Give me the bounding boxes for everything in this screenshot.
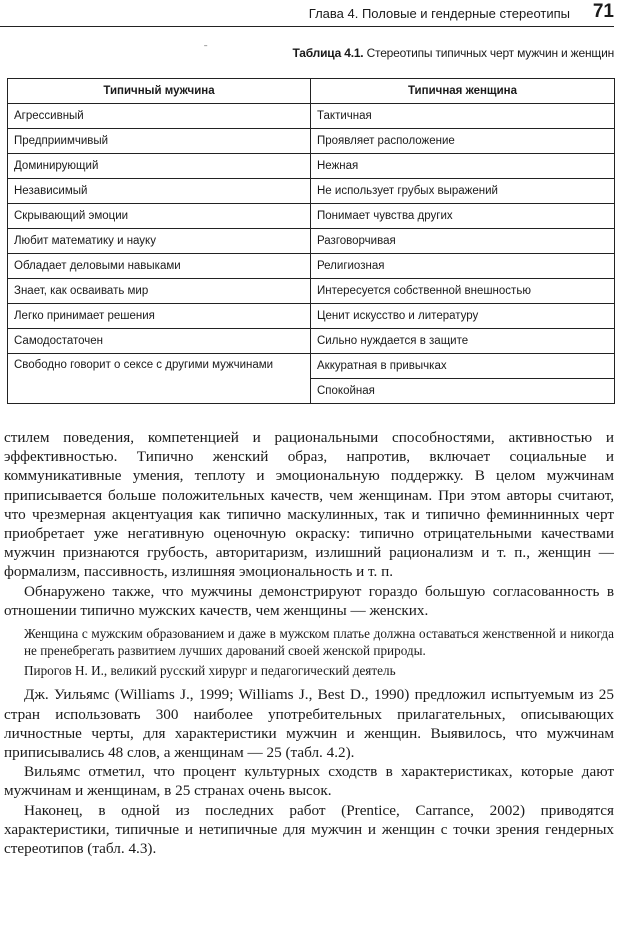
quote-author: Пирогов Н. И., великий русский хирург и педагогический деятель bbox=[24, 662, 396, 678]
column-header-male: Типичный мужчина bbox=[8, 79, 311, 104]
male-trait: Обладает деловыми навыками bbox=[8, 254, 311, 279]
male-trait: Доминирующий bbox=[8, 154, 311, 179]
male-trait: Предприимчивый bbox=[8, 129, 311, 154]
male-trait: Легко принимает решения bbox=[8, 304, 311, 329]
female-trait: Сильно нуждается в защите bbox=[311, 329, 615, 354]
paragraph: Дж. Уильямс (Williams J., 1999; Williams J., Best D., 1990) предложил испытуемым из 25 стран использовать 300 наиболее употребительных прилагательных, описывающих личностные черты, для характеристики мужчин и женщин. Выявилось, что мужчинам приписывались 48 слов, а женщинам — 25 (табл. 4.2). bbox=[4, 686, 614, 762]
page-number: 71 bbox=[592, 1, 614, 22]
paragraph: Вильямс отметил, что процент культурных сходств в характеристиках, которые дают мужчинам и женщинам, в 25 странах очень высок. bbox=[4, 763, 614, 800]
table-row bbox=[8, 179, 615, 204]
male-trait: Независимый bbox=[8, 179, 311, 204]
table-row bbox=[8, 229, 615, 254]
scan-mark: ˉ bbox=[204, 44, 208, 55]
female-trait: Нежная bbox=[311, 154, 615, 179]
male-trait: Свободно говорит о сексе с другими мужчинами bbox=[8, 354, 311, 404]
female-trait: Религиозная bbox=[311, 254, 615, 279]
female-trait: Проявляет расположение bbox=[311, 129, 615, 154]
table-row bbox=[8, 354, 615, 379]
female-trait: Аккуратная в привычках bbox=[311, 354, 615, 379]
table-row bbox=[8, 304, 615, 329]
male-trait: Агрессивный bbox=[8, 104, 311, 129]
running-header bbox=[0, 0, 614, 27]
female-trait: Тактичная bbox=[311, 104, 615, 129]
table-row bbox=[8, 279, 615, 304]
table-row bbox=[8, 154, 615, 179]
quote-text: Женщина с мужским образованием и даже в мужском платье должна оставаться женственной и никогда не пренебрегать развитием лучших дарований своей женской природы. bbox=[24, 626, 614, 658]
paragraph: Обнаружено также, что мужчины демонстрируют гораздо большую согласованность в отношении типично мужских качеств, чем женщины — женских. bbox=[4, 582, 614, 619]
epigraph-quote bbox=[24, 626, 614, 679]
body-text bbox=[4, 428, 614, 858]
female-trait: Интересуется собственной внешностью bbox=[311, 279, 615, 304]
table-caption bbox=[292, 46, 614, 60]
stereotypes-table bbox=[7, 78, 615, 404]
table-header-row bbox=[8, 79, 615, 104]
table-caption-title: Стереотипы типичных черт мужчин и женщин bbox=[366, 46, 614, 60]
table-caption-label: Таблица 4.1. bbox=[292, 46, 364, 60]
female-trait: Ценит искусство и литературу bbox=[311, 304, 615, 329]
female-trait: Разговорчивая bbox=[311, 229, 615, 254]
male-trait: Любит математику и науку bbox=[8, 229, 311, 254]
paragraph: Наконец, в одной из последних работ (Prentice, Carrance, 2002) приводятся характеристики, типичные и нетипичные для мужчин и женщин с точки зрения гендерных стереотипов (табл. 4.3). bbox=[4, 801, 614, 858]
table-row bbox=[8, 329, 615, 354]
table-row bbox=[8, 254, 615, 279]
table-row bbox=[8, 129, 615, 154]
chapter-title: Глава 4. Половые и гендерные стереотипы bbox=[308, 6, 570, 21]
female-trait: Не использует грубых выражений bbox=[311, 179, 615, 204]
paragraph: стилем поведения, компетенцией и рациональными способностями, активностью и эффективностью. Типично женский образ, напротив, включает социальные и коммуникативные умения, теплоту и эмоциональную поддержку. В целом мужчинам приписывается больше положительных качеств, чем женщинам. При этом авторы считают, что чрезмерная акцентуация как типично маскулинных, так и типично феминнинных черт приобретает уже негативную оценочную окраску: типично отрицательными качествами мужчин признаются грубость, авторитаризм, излишний рационализм и т. п., женщин — формализм, пассивность, излишняя эмоциональность и т. п. bbox=[4, 429, 614, 581]
male-trait: Самодостаточен bbox=[8, 329, 311, 354]
female-trait: Спокойная bbox=[311, 379, 615, 404]
male-trait: Знает, как осваивать мир bbox=[8, 279, 311, 304]
column-header-female: Типичная женщина bbox=[311, 79, 615, 104]
female-trait: Понимает чувства других bbox=[311, 204, 615, 229]
table-row bbox=[8, 204, 615, 229]
male-trait: Скрывающий эмоции bbox=[8, 204, 311, 229]
table-row bbox=[8, 104, 615, 129]
